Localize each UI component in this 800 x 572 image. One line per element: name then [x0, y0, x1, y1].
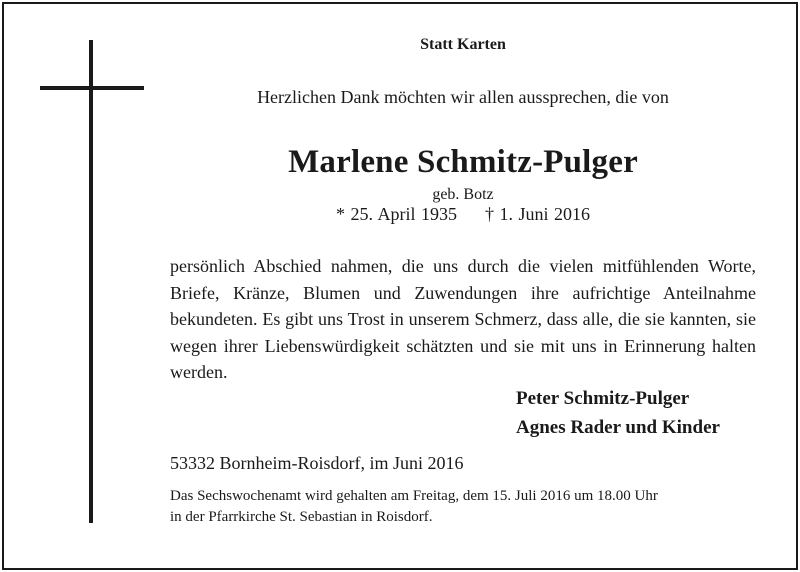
thanks-body: persönlich Abschied nahmen, die uns durch die vielen mitfühlenden Worte, Briefe, Kränze, Blumen und Zuwendungen ihre aufrichtige Anteilnahme bekundeten. Es gibt uns Trost in unserem Schmerz, dass alle, die sie kannten, sie wegen ihrer Liebenswürdigkeit schätzten und sie mit uns in Erinnerung halten werden.: [170, 256, 756, 382]
signers: [516, 385, 720, 442]
signer-1: Peter Schmitz-Pulger: [516, 388, 690, 409]
cross-horizontal-bar: [40, 86, 144, 90]
header-statt-karten: Statt Karten: [420, 36, 506, 53]
intro-line: Herzlichen Dank möchten wir allen aussprechen, die von: [257, 87, 669, 107]
cross-vertical-bar: [89, 40, 93, 523]
birth-name: geb. Botz: [432, 186, 494, 203]
death-date: † 1. Juni 2016: [485, 204, 591, 224]
service-line-1: Das Sechswochenamt wird gehalten am Freitag, dem 15. Juli 2016 um 18.00 Uhr: [170, 488, 658, 504]
place-date: 53332 Bornheim-Roisdorf, im Juni 2016: [170, 453, 464, 473]
service-line-2: in der Pfarrkirche St. Sebastian in Roisdorf.: [170, 509, 433, 525]
deceased-name: Marlene Schmitz-Pulger: [288, 144, 638, 180]
service-notice: [170, 486, 760, 528]
life-dates: [170, 204, 756, 225]
signer-2: Agnes Rader und Kinder: [516, 416, 720, 438]
birth-date: * 25. April 1935: [335, 204, 457, 224]
